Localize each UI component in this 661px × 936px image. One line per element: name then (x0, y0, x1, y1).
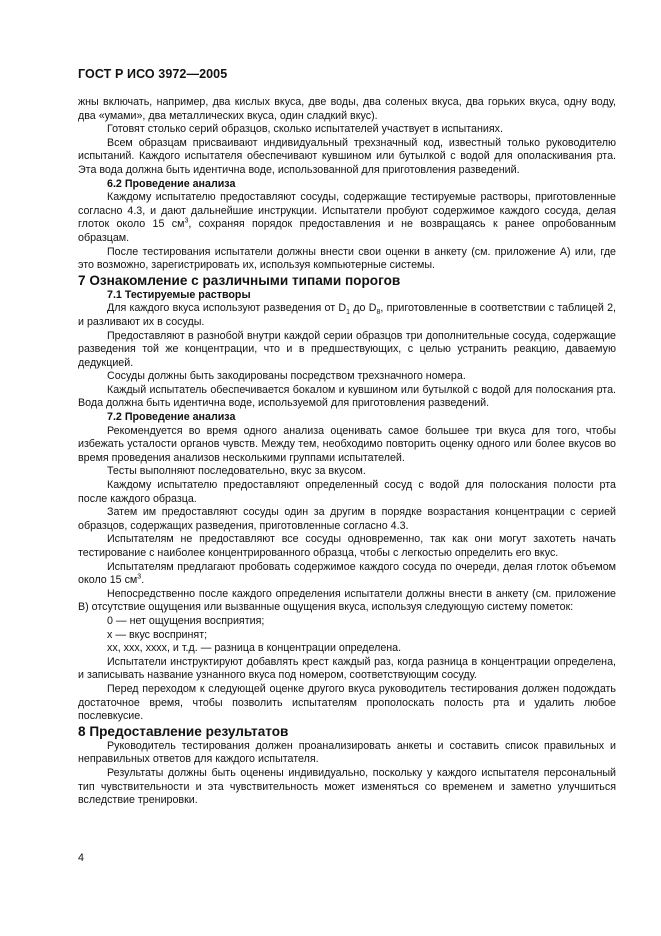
paragraph-7-1-1: Для каждого вкуса используют разведения от $D_1$ до $D_8$, приготовленные в соответствии с таблицей 2, и разливают их в сосуды. (78, 302, 616, 328)
paragraph-6-2-1: Каждому испытателю предоставляют сосуды, содержащие тестируемые растворы, приготовленные согласно 4.3, и дают дальнейшие инструкции. Испытатели пробуют содержимое каждого сосуда, делая глоток около 15 $см^3$, сохраняя порядок предоставления и не возвращаясь к ранее опробованным образцам. (78, 191, 616, 244)
section-8-title: 8 Предоставление результатов (78, 723, 289, 739)
paragraph-intro-2: Готовят столько серий образцов, сколько испытателей участвует в испытаниях. (107, 123, 503, 136)
running-header: ГОСТ Р ИСО 3972—2005 (78, 67, 228, 81)
paragraph-7-1-4: Каждый испытатель обеспечивается бокалом и кувшином или бутылкой с водой для полоскания рта. Вода должна быть идентична воде, используемой для приготовления разведений. (78, 383, 616, 410)
paragraph-intro-1: жны включать, например, два кислых вкуса, две воды, два соленых вкуса, два горьких вкуса, одну воду, два «умами», два металлических вкуса, один сладкий вкус). (78, 96, 616, 122)
paragraph-6-2-2: После тестирования испытатели должны внести свои оценки в анкету (см. приложение А) или, где это возможно, зарегистрировать их, используя компьютерные системы. (78, 245, 616, 272)
paragraph-7-2-6: Испытателям предлагают пробовать содержимое каждого сосуда по очереди, делая глоток объемом около 15 $см^3$. (78, 560, 616, 587)
paragraph-7-2-2: Тесты выполняют последовательно, вкус за вкусом. (107, 465, 366, 478)
paragraph-7-2-9: Перед переходом к следующей оценке другого вкуса руководитель тестирования должен подождать достаточное время, чтобы позволить испытателям прополоскать полость рта и удалить любое послевкусие. (78, 682, 616, 723)
paragraph-8-1: Руководитель тестирования должен проанализировать анкеты и составить список правильных и неправильных ответов для каждого испытателя. (78, 739, 616, 766)
paragraph-7-2-4: Затем им предоставляют сосуды один за другим в порядке возрастания концентрации с серией образцов, содержащих разведения, приготовленные согласно 4.3. (78, 506, 616, 532)
paragraph-7-1-3: Сосуды должны быть закодированы посредством трехзначного номера. (107, 370, 466, 383)
paragraph-7-2-8: Испытатели инструктируют добавлять крест каждый раз, когда разница в концентрации определена, и записывать название узнанного вкуса под номером, соответствующим сосуду. (78, 655, 616, 682)
paragraph-7-2-5: Испытателям не предоставляют все сосуды одновременно, так как они могут захотеть начать тестирование с наиболее концентрированного образца, чтобы с легкостью определить его вкус. (78, 533, 616, 559)
paragraph-8-2: Результаты должны быть оценены индивидуально, поскольку у каждого испытателя персональный тип чувствительности и эта чувствительность может изменяться со временем и заметно улучшиться вследствие тренировки. (78, 766, 616, 807)
paragraph-7-2-7: Непосредственно после каждого определения испытатели должны внести в анкету (см. приложение В) отсутствие ощущения или вызванные ощущения вкуса, используя следующую систему пометок: (78, 587, 616, 614)
list-item: 0 — нет ощущения восприятия; (107, 614, 265, 627)
section-7-title: 7 Ознакомление с различными типами порогов (78, 272, 401, 288)
list-item: хх, ххх, хххх, и т.д. — разница в концентрации определена. (107, 642, 402, 655)
document-body (78, 96, 616, 808)
paragraph-7-2-3: Каждому испытателю предоставляют определенный сосуд с водой для полоскания полости рта после каждого образца. (78, 479, 616, 505)
paragraph-7-1-2: Предоставляют в разнобой внутри каждой серии образцов три дополнительные сосуда, содержащие разведения той же концентрации, что и в предшествующих, с целью устранить реакцию, даваемую дедукцией. (78, 329, 616, 369)
page-number: 4 (78, 852, 84, 864)
section-7-1-title: 7.1 Тестируемые растворы (107, 288, 251, 301)
section-6-2-title: 6.2 Проведение анализа (107, 177, 236, 190)
paragraph-intro-3: Всем образцам присваивают индивидуальный трехзначный код, известный только руководителю испытаний. Каждого испытателя обеспечивают кувшином или бутылкой с водой для ополаскивания рта. Эта вода должна быть идентична воде, использованной для приготовления разведений. (78, 136, 616, 176)
section-7-2-title: 7.2 Проведение анализа (107, 411, 236, 424)
paragraph-7-2-1: Рекомендуется во время одного анализа оценивать самое большее три вкуса для того, чтобы избежать усталости органов чувств. Между тем, необходимо повторить оценку одного или более вкусов во время проведения анализов несколькими группами испытателей. (78, 424, 616, 464)
list-item: х — вкус воспринят; (107, 628, 208, 641)
